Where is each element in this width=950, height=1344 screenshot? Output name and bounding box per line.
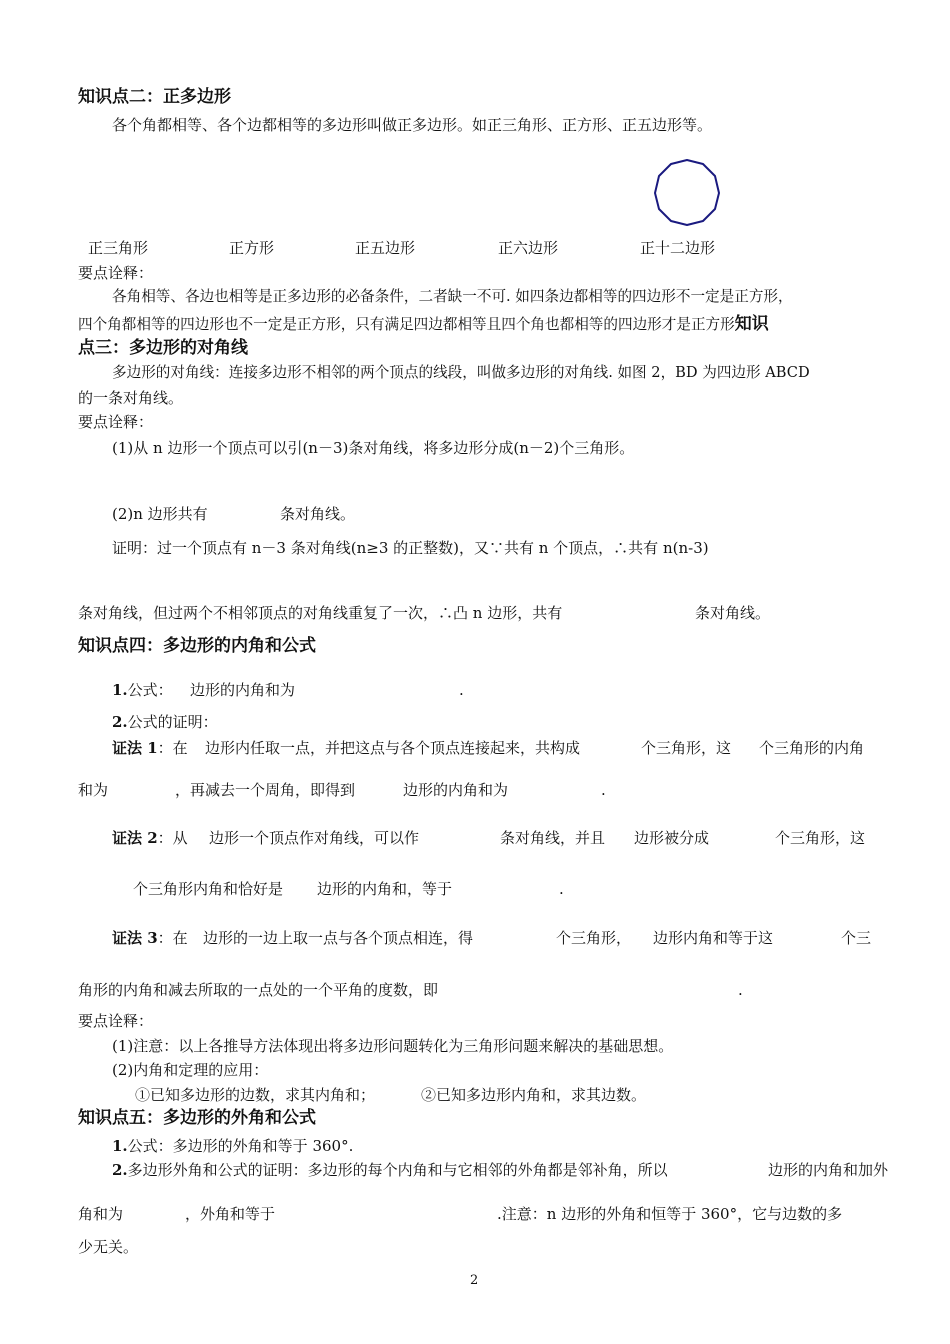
page-number: 2: [470, 1273, 479, 1288]
section5-line2-b: ，外角和等于: [185, 1205, 276, 1223]
proof2-line1-c: 条对角线，并且: [500, 829, 606, 847]
section2-note-line2-text: 四个角都相等的四边形也不一定是正方形，只有满足四边都相等且四个角也都相等的四边形才是正方形: [78, 316, 735, 333]
section3-proof-line1: 证明：过一个顶点有 n－3 条对角线(n≥3 的正整数)，又∵共有 n 个顶点，∴共有 n(n-3): [112, 539, 709, 557]
proof1-line1-d: 个三角形的内角: [759, 739, 865, 757]
proof2-line1-e: 个三角形，这: [775, 829, 866, 847]
section4-note2: (2)内角和定理的应用：: [112, 1061, 269, 1079]
proof1-line2-a: 和为: [78, 781, 109, 799]
section5-formula1-number: 1.: [112, 1137, 128, 1155]
label-hexagon: 正六边形: [498, 239, 559, 257]
proof3-line1-e: 个三: [841, 929, 872, 947]
section5-formula1: [112, 1137, 353, 1155]
section3-item2-b: 条对角线。: [280, 505, 356, 523]
section5-formula2-number: 2.: [112, 1161, 128, 1179]
section5-formula2: [112, 1161, 668, 1179]
proof1-label: 证法 1: [112, 739, 158, 757]
proof3-label: 证法 3: [112, 929, 158, 947]
section4-note3-b: ②已知多边形内角和，求其边数。: [421, 1086, 647, 1104]
proof2-line1-a: [112, 829, 188, 847]
proof2-line2-a: 个三角形内角和恰好是: [133, 880, 284, 898]
proof1-text-a: ：在: [157, 739, 188, 757]
section5-formula1-text: 公式：多边形的外角和等于 360°.: [127, 1137, 354, 1155]
section3-proof-line2-b: 条对角线。: [695, 604, 771, 622]
section3-proof-line2-a: 条对角线，但过两个不相邻顶点的对角线重复了一次，∴凸 n 边形，共有: [78, 604, 563, 622]
section2-definition: 各个角都相等、各个边都相等的多边形叫做正多边形。如正三角形、正方形、正五边形等。: [112, 116, 713, 134]
section3-note-label: 要点诠释：: [78, 413, 154, 431]
section4-heading: 知识点四：多边形的内角和公式: [78, 636, 316, 656]
section2-note-line2: [78, 314, 769, 334]
label-square: 正方形: [229, 239, 275, 257]
section4-note1: (1)注意：以上各推导方法体现出将多边形问题转化为三角形问题来解决的基础思想。: [112, 1037, 674, 1055]
section2-note-label: 要点诠释：: [78, 264, 154, 282]
proof2-label: 证法 2: [112, 829, 158, 847]
proof3-line1-d: 边形内角和等于这: [653, 929, 774, 947]
label-triangle: 正三角形: [88, 239, 149, 257]
section5-formula2-end: 边形的内角和加外: [768, 1161, 889, 1179]
circle-figure: [652, 158, 722, 228]
proof1-line2-c: 边形的内角和为: [403, 781, 509, 799]
section3-heading-start: 知识: [734, 314, 769, 334]
proof3-line2-end: .: [738, 981, 743, 999]
proof3-line1-b: 边形的一边上取一点与各个顶点相连，得: [203, 929, 474, 947]
proof3-line2: 角形的内角和减去所取的一点处的一个平角的度数，即: [78, 981, 439, 999]
section4-formula2: [112, 713, 218, 731]
section5-line2-a: 角和为: [78, 1205, 124, 1223]
section3-item2-a: (2)n 边形共有: [112, 505, 208, 523]
formula2-number: 2.: [112, 713, 128, 731]
proof1-line1-b: 边形内任取一点，并把这点与各个顶点连接起来，共构成: [205, 739, 581, 757]
proof3-text-a: ：在: [157, 929, 188, 947]
proof3-line1-a: [112, 929, 188, 947]
section4-formula1-end: .: [459, 681, 464, 699]
section3-item1: (1)从 n 边形一个顶点可以引(n－3)条对角线，将多边形分成(n－2)个三角形。: [112, 439, 635, 457]
section3-def-line1: 多边形的对角线：连接多边形不相邻的两个顶点的线段，叫做多边形的对角线. 如图 2，BD 为四边形 ABCD: [112, 364, 810, 381]
section2-note-line1: 各角相等、各边也相等是正多边形的必备条件，二者缺一不可. 如四条边都相等的四边形不一定是正方形，: [112, 288, 793, 305]
proof3-line1-c: 个三角形，: [556, 929, 632, 947]
section4-note-label: 要点诠释：: [78, 1012, 154, 1030]
proof1-line2-b: ，再减去一个周角，即得到: [175, 781, 356, 799]
proof2-line2-end: .: [559, 880, 564, 898]
section5-line3: 少无关。: [78, 1238, 139, 1256]
section4-note3-a: ①已知多边形的边数，求其内角和；: [135, 1086, 376, 1104]
proof2-line2-b: 边形的内角和，等于: [317, 880, 453, 898]
proof1-line1-c: 个三角形，这: [641, 739, 732, 757]
formula1-number: 1.: [112, 681, 128, 699]
proof1-line2-end: .: [601, 781, 606, 799]
section4-formula1: [112, 681, 173, 699]
formula1-label: 公式：: [127, 681, 173, 699]
section3-def-line2: 的一条对角线。: [78, 389, 184, 407]
section3-heading: 点三：多边形的对角线: [78, 338, 248, 358]
section5-formula2-text: 多边形外角和公式的证明：多边形的每个内角和与它相邻的外角都是邻补角，所以: [127, 1161, 668, 1179]
label-dodecagon: 正十二边形: [640, 239, 716, 257]
proof1-line1-a: [112, 739, 188, 757]
label-pentagon: 正五边形: [355, 239, 416, 257]
section5-heading: 知识点五：多边形的外角和公式: [78, 1108, 316, 1128]
section4-formula1-text: 边形的内角和为: [190, 681, 296, 699]
section2-heading: 知识点二：正多边形: [78, 87, 231, 107]
formula2-label: 公式的证明：: [127, 713, 218, 731]
proof2-line1-b: 边形一个顶点作对角线，可以作: [209, 829, 420, 847]
section5-line2-c: .注意：n 边形的外角和恒等于 360°，它与边数的多: [497, 1205, 843, 1223]
proof2-line1-d: 边形被分成: [634, 829, 710, 847]
proof2-text-a: ：从: [157, 829, 188, 847]
